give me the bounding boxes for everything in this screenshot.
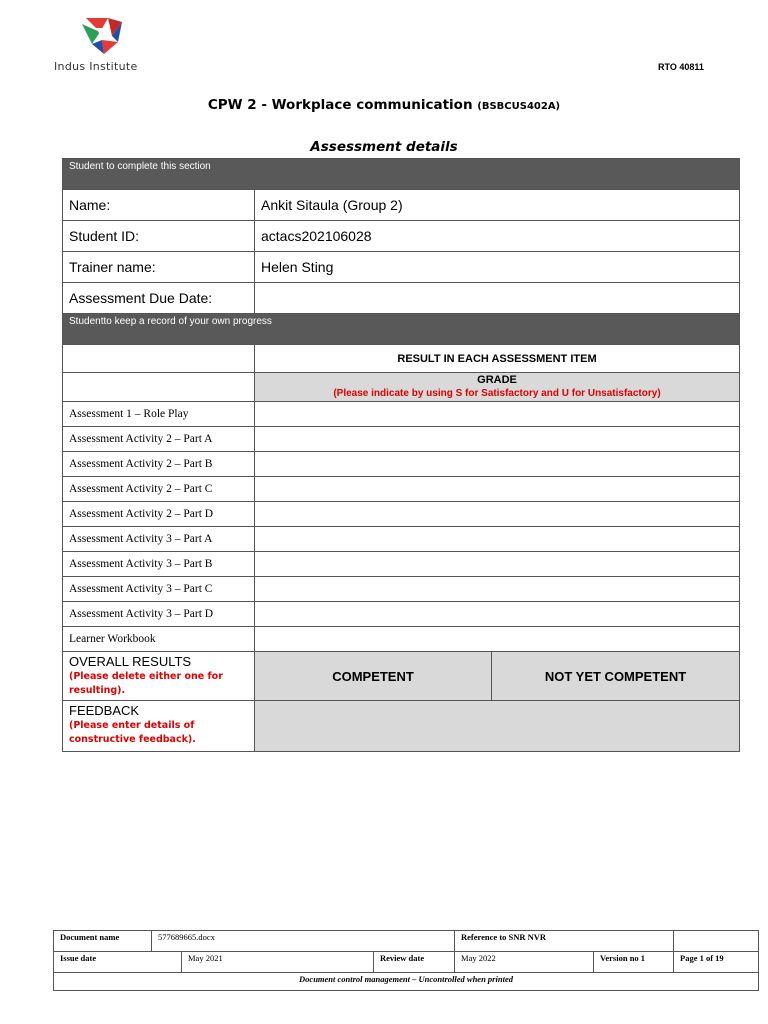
competent-option[interactable]: COMPETENT	[255, 652, 492, 701]
grade-cell[interactable]	[255, 402, 740, 427]
student-section-header	[63, 159, 740, 190]
blank-cell	[63, 373, 255, 402]
logo-text: Indus Institute	[54, 60, 138, 73]
table-row	[63, 477, 740, 502]
feedback-field[interactable]	[255, 701, 740, 752]
table-row	[63, 502, 740, 527]
rto-number: RTO 40811	[658, 62, 704, 72]
logo-mark-icon	[78, 14, 126, 58]
table-row	[63, 552, 740, 577]
grade-cell[interactable]	[255, 527, 740, 552]
info-row-name	[63, 190, 740, 221]
assessment-item-name: Assessment Activity 3 – Part D	[63, 602, 255, 627]
document-control-note: Document control management – Uncontrolled when printed	[54, 973, 759, 991]
grade-cell[interactable]	[255, 627, 740, 652]
feedback-label	[63, 701, 255, 752]
assessment-item-name: Assessment Activity 2 – Part D	[63, 502, 255, 527]
feedback-row	[63, 701, 740, 752]
issue-date-label: Issue date	[54, 952, 182, 973]
overall-results-title: OVERALL RESULTS	[69, 654, 192, 669]
assessment-item-name: Assessment Activity 3 – Part C	[63, 577, 255, 602]
assessment-details-heading: Assessment details	[310, 139, 458, 155]
grade-cell[interactable]	[255, 427, 740, 452]
trainer-label: Trainer name:	[63, 252, 255, 283]
name-label: Name:	[63, 190, 255, 221]
result-heading: RESULT IN EACH ASSESSMENT ITEM	[255, 345, 740, 373]
unit-code: (BSBCUS402A)	[477, 101, 561, 112]
grade-cell[interactable]	[255, 502, 740, 527]
info-row-due-date	[63, 283, 740, 314]
result-header-row	[63, 345, 740, 373]
grade-cell[interactable]	[255, 477, 740, 502]
due-date-label: Assessment Due Date:	[63, 283, 255, 314]
assessment-item-name: Assessment Activity 2 – Part B	[63, 452, 255, 477]
grade-cell[interactable]	[255, 552, 740, 577]
assessment-item-name: Assessment Activity 3 – Part B	[63, 552, 255, 577]
assessment-item-name: Assessment 1 – Role Play	[63, 402, 255, 427]
footer-control-row	[54, 973, 759, 991]
feedback-title: FEEDBACK	[69, 703, 140, 718]
issue-date-value: May 2021	[182, 952, 374, 973]
doc-name-label: Document name	[54, 931, 152, 952]
version-number: Version no 1	[594, 952, 674, 973]
table-row	[63, 627, 740, 652]
table-row	[63, 427, 740, 452]
grade-header-row	[63, 373, 740, 402]
student-id-field[interactable]: actacs202106028	[255, 221, 740, 252]
footer-row	[54, 931, 759, 952]
overall-results-row	[63, 652, 740, 701]
review-date-label: Review date	[374, 952, 455, 973]
student-id-label: Student ID:	[63, 221, 255, 252]
reference-label: Reference to SNR NVR	[455, 931, 674, 952]
table-row	[63, 402, 740, 427]
table-row	[63, 452, 740, 477]
title-text: CPW 2 - Workplace communication	[207, 97, 473, 113]
name-field[interactable]: Ankit Sitaula (Group 2)	[255, 190, 740, 221]
info-row-student-id	[63, 221, 740, 252]
assessment-table	[62, 158, 740, 752]
assessment-item-name: Assessment Activity 2 – Part C	[63, 477, 255, 502]
assessment-item-name: Assessment Activity 3 – Part A	[63, 527, 255, 552]
assessment-item-name: Learner Workbook	[63, 627, 255, 652]
blank-cell	[63, 345, 255, 373]
progress-section-header	[63, 314, 740, 345]
feedback-note: (Please enter details of constructive feedback).	[69, 720, 196, 745]
document-title	[0, 97, 768, 113]
grade-cell[interactable]	[255, 602, 740, 627]
page-number: Page 1 of 19	[674, 952, 759, 973]
grade-cell[interactable]	[255, 452, 740, 477]
due-date-field[interactable]	[255, 283, 740, 314]
table-row	[63, 527, 740, 552]
table-row	[63, 577, 740, 602]
grade-heading: GRADE	[477, 374, 517, 386]
doc-name-value: 577689665.docx	[152, 931, 455, 952]
table-row	[63, 602, 740, 627]
section-heading: Student to complete this section	[63, 159, 740, 190]
grade-cell[interactable]	[255, 577, 740, 602]
section-heading: Studentto keep a record of your own progress	[63, 314, 740, 345]
grade-note: (Please indicate by using S for Satisfactory and U for Unsatisfactory)	[333, 388, 661, 399]
overall-results-note: (Please delete either one for resulting).	[69, 671, 223, 696]
review-date-value: May 2022	[455, 952, 594, 973]
document-control-footer	[53, 930, 759, 991]
grade-header	[255, 373, 740, 402]
institute-logo	[52, 14, 152, 76]
reference-value	[674, 931, 759, 952]
footer-row	[54, 952, 759, 973]
info-row-trainer	[63, 252, 740, 283]
trainer-field[interactable]: Helen Sting	[255, 252, 740, 283]
overall-results-label	[63, 652, 255, 701]
assessment-item-name: Assessment Activity 2 – Part A	[63, 427, 255, 452]
not-yet-competent-option[interactable]: NOT YET COMPETENT	[492, 652, 740, 701]
